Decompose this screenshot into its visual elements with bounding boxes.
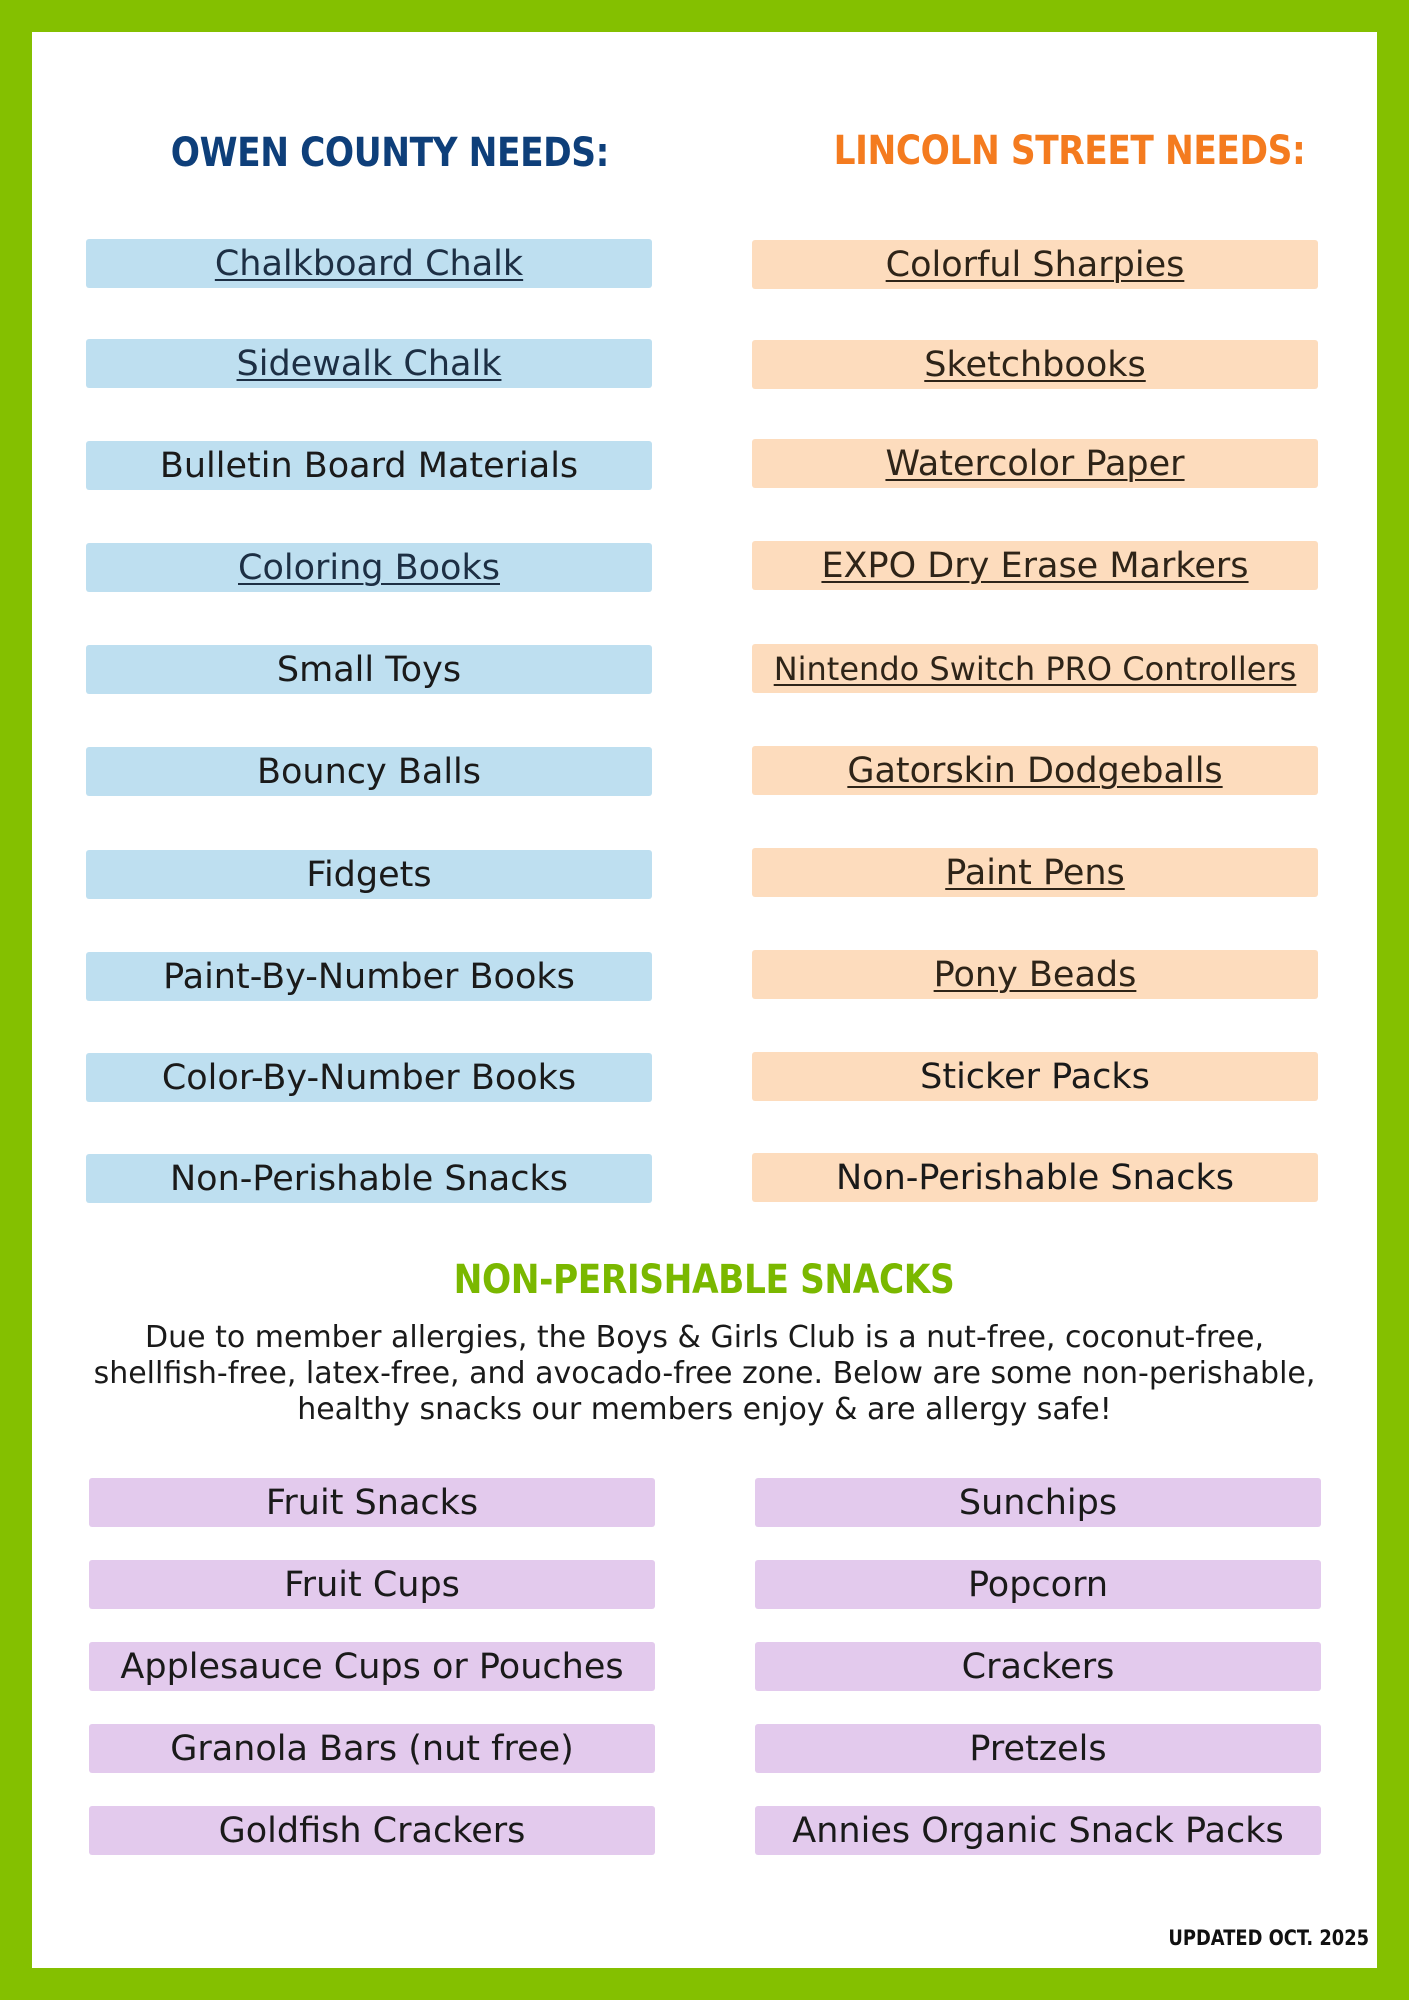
lincoln-item-expo-markers[interactable]: EXPO Dry Erase Markers	[752, 541, 1318, 590]
lincoln-item-pony-beads[interactable]: Pony Beads	[752, 950, 1318, 999]
owen-item-sidewalk-chalk[interactable]: Sidewalk Chalk	[86, 339, 652, 388]
snack-fruit-cups: Fruit Cups	[89, 1560, 655, 1609]
updated-date: UPDATED OCT. 2025	[1168, 1926, 1369, 1950]
snack-pretzels: Pretzels	[755, 1724, 1321, 1773]
description-line: Due to member allergies, the Boys & Girls Club is a nut-free, coconut-free,	[145, 1320, 1264, 1355]
lincoln-item-sticker-packs: Sticker Packs	[752, 1052, 1318, 1101]
snack-crackers: Crackers	[755, 1642, 1321, 1691]
owen-item-chalkboard-chalk[interactable]: Chalkboard Chalk	[86, 239, 652, 288]
owen-item-small-toys: Small Toys	[86, 645, 652, 694]
snack-applesauce: Applesauce Cups or Pouches	[89, 1642, 655, 1691]
owen-county-heading: OWEN COUNTY NEEDS:	[170, 130, 609, 176]
lincoln-item-non-perishable-snacks: Non-Perishable Snacks	[752, 1153, 1318, 1202]
description-line: healthy snacks our members enjoy & are allergy safe!	[297, 1392, 1112, 1427]
snack-sunchips: Sunchips	[755, 1478, 1321, 1527]
snack-fruit-snacks: Fruit Snacks	[89, 1478, 655, 1527]
allergy-description	[40, 1320, 1369, 1428]
snack-goldfish: Goldfish Crackers	[89, 1806, 655, 1855]
owen-item-fidgets: Fidgets	[86, 850, 652, 899]
lincoln-item-colorful-sharpies[interactable]: Colorful Sharpies	[752, 240, 1318, 289]
owen-item-paint-by-number: Paint-By-Number Books	[86, 952, 652, 1001]
lincoln-item-paint-pens[interactable]: Paint Pens	[752, 848, 1318, 897]
owen-item-bulletin-board: Bulletin Board Materials	[86, 441, 652, 490]
owen-item-bouncy-balls: Bouncy Balls	[86, 747, 652, 796]
snack-popcorn: Popcorn	[755, 1560, 1321, 1609]
snack-annies: Annies Organic Snack Packs	[755, 1806, 1321, 1855]
owen-item-color-by-number: Color-By-Number Books	[86, 1053, 652, 1102]
lincoln-item-watercolor-paper[interactable]: Watercolor Paper	[752, 439, 1318, 488]
description-line: shellfish-free, latex-free, and avocado-free zone. Below are some non-perishable,	[93, 1356, 1316, 1391]
owen-item-non-perishable-snacks: Non-Perishable Snacks	[86, 1154, 652, 1203]
lincoln-item-gatorskin-dodgeballs[interactable]: Gatorskin Dodgeballs	[752, 746, 1318, 795]
snack-granola-bars: Granola Bars (nut free)	[89, 1724, 655, 1773]
owen-item-coloring-books[interactable]: Coloring Books	[86, 543, 652, 592]
lincoln-street-heading: LINCOLN STREET NEEDS:	[833, 128, 1306, 174]
lincoln-item-sketchbooks[interactable]: Sketchbooks	[752, 340, 1318, 389]
lincoln-item-switch-controllers[interactable]: Nintendo Switch PRO Controllers	[752, 644, 1318, 693]
snacks-heading: NON-PERISHABLE SNACKS	[453, 1257, 955, 1303]
